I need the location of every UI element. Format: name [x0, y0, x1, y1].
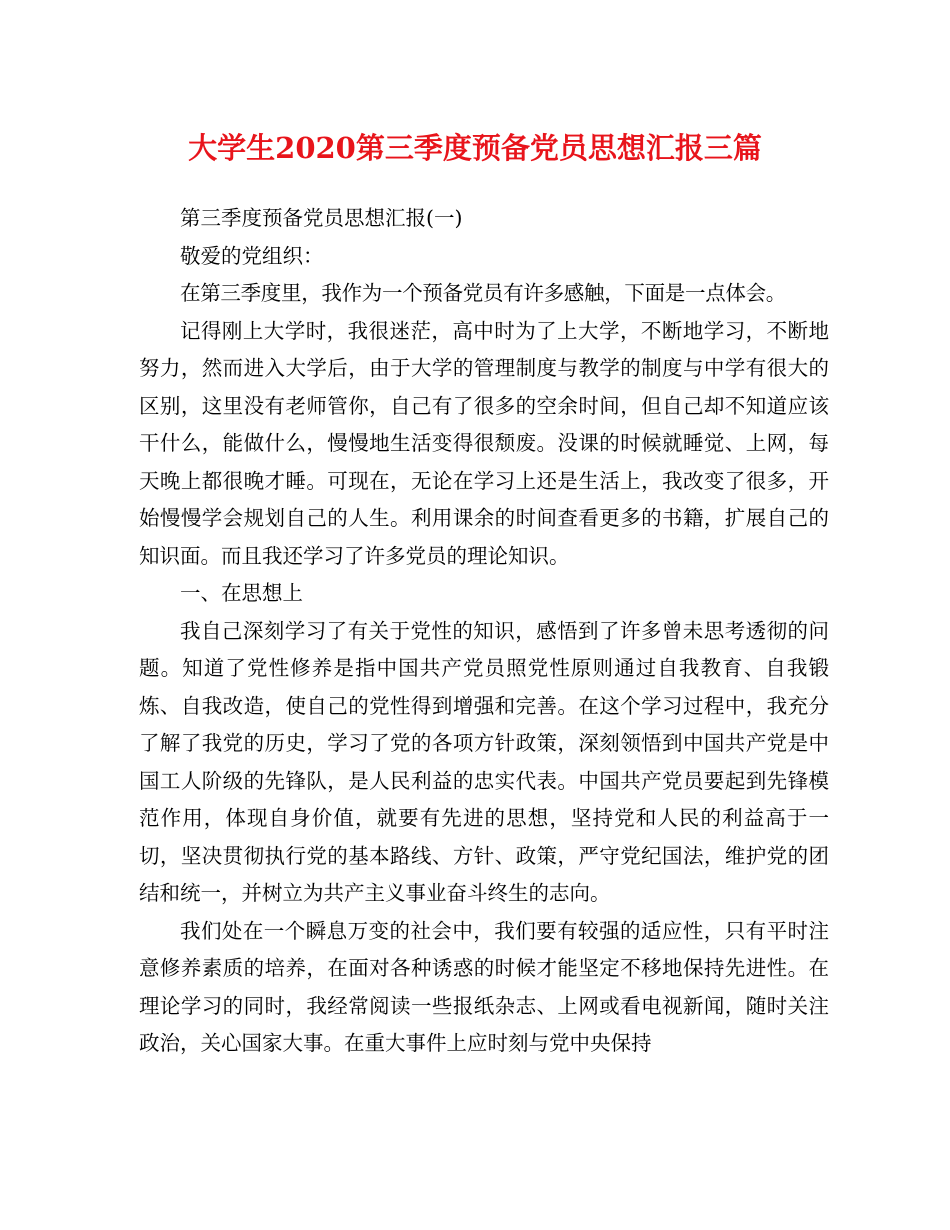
paragraph-subheading-thought: 一、在思想上 — [180, 581, 303, 605]
document-body — [139, 200, 829, 1063]
paragraph-salutation: 敬爱的党组织： — [180, 243, 324, 268]
paragraph-party-study: 我自己深刻学习了有关于党性的知识，感悟到了许多曾未思考透彻的问题。知道了党性修养是指中国共产党员照党性原则通过自我教育、自我锻炼、自我改造，使自己的党性得到增强和完善。在这个学习过程中，我充分了解了我党的历史，学习了党的各项方针政策，深刻领悟到中国共产党是中国工人阶级的先锋队，是人民利益的忠实代表。中国共产党员要起到先锋模范作用，体现自身价值，就要有先进的思想，坚持党和人民的利益高于一切，坚决贯彻执行党的基本路线、方针、政策，严守党纪国法，维护党的团结和统一，并树立为共产主义事业奋斗终生的志向。 — [139, 618, 829, 905]
paragraph-adaptability: 我们处在一个瞬息万变的社会中，我们要有较强的适应性，只有平时注意修养素质的培养，在面对各种诱惑的时候才能坚定不移地保持先进性。在理论学习的同时，我经常阅读一些报纸杂志、上网或看电视新闻，随时关注政治，关心国家大事。在重大事件上应时刻与党中央保持 — [139, 918, 829, 1055]
paragraph-intro: 在第三季度里，我作为一个预备党员有许多感触，下面是一点体会。 — [180, 281, 786, 305]
paragraph-college-life: 记得刚上大学时，我很迷茫，高中时为了上大学，不断地学习，不断地努力，然而进入大学后，由于大学的管理制度与教学的制度与中学有很大的区别，这里没有老师管你，自己有了很多的空余时间，但自己却不知道应该干什么，能做什么，慢慢地生活变得很颓废。没课的时候就睡觉、上网，每天晚上都很晚才睡。可现在，无论在学习上还是生活上，我改变了很多，开始慢慢学会规划自己的人生。利用课余的时间查看更多的书籍，扩展自己的知识面。而且我还学习了许多党员的理论知识。 — [139, 318, 829, 568]
document-title: 大学生2020第三季度预备党员思想汇报三篇 — [188, 131, 762, 165]
paragraph-section-heading: 第三季度预备党员思想汇报(一) — [180, 206, 463, 230]
